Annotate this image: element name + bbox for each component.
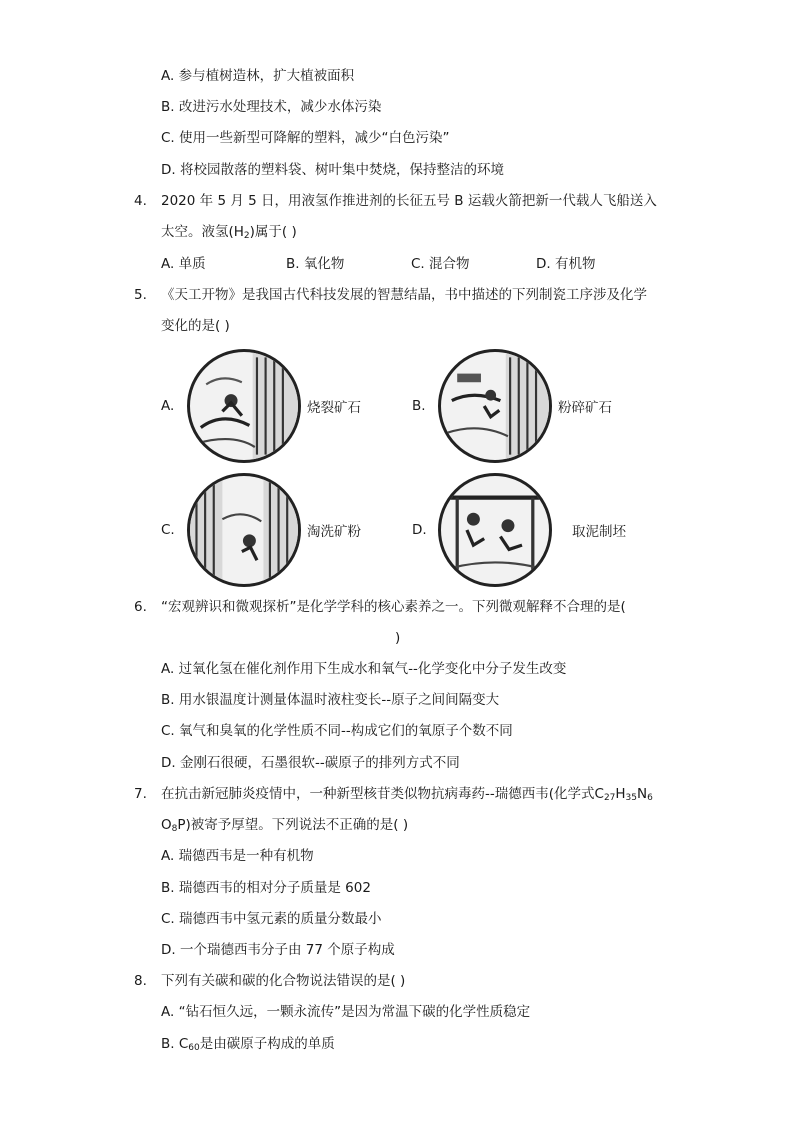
q8-stem: 下列有关碳和碳的化合物说法错误的是( ) xyxy=(161,973,406,989)
q5-option-a-label: A. xyxy=(161,398,175,414)
q4-option-c: C. 混合物 xyxy=(411,256,470,272)
q5-option-c-caption: 淘洗矿粉 xyxy=(307,524,361,540)
q4-option-a: A. 单质 xyxy=(161,256,206,272)
q4-option-d: D. 有机物 xyxy=(536,256,596,272)
q7-stem-line1: 在抗击新冠肺炎疫情中，一种新型核苷类似物抗病毒药--瑞德西韦(化学式$C_{27}H_{35}N_6$ xyxy=(161,786,653,803)
q3-option-b: B. 改进污水处理技术，减少水体污染 xyxy=(161,99,382,115)
q4-stem-line1: 2020 年 5 月 5 日，用液氢作推进剂的长征五号 B 运载火箭把新一代载人飞船送入 xyxy=(161,193,657,209)
q6-option-c: C. 氧气和臭氧的化学性质不同--构成它们的氧原子个数不同 xyxy=(161,723,513,739)
q6-stem-line1: “宏观辨识和微观探析”是化学学科的核心素养之一。下列微观解释不合理的是( xyxy=(161,599,626,615)
q8-number: 8. xyxy=(134,973,147,989)
q5-option-d-caption: 取泥制坯 xyxy=(572,524,626,540)
q5-option-b-label: B. xyxy=(412,398,426,414)
q5-option-c-label: C. xyxy=(161,522,175,538)
q5-option-b-caption: 粉碎矿石 xyxy=(558,400,612,416)
q6-stem-line2: ) xyxy=(395,630,401,646)
q8-option-a: A. “钻石恒久远，一颗永流传”是因为常温下碳的化学性质稳定 xyxy=(161,1004,531,1020)
q6-option-b: B. 用水银温度计测量体温时液柱变长--原子之间间隔变大 xyxy=(161,692,500,708)
q7-option-d: D. 一个瑞德西韦分子由 77 个原子构成 xyxy=(161,942,395,958)
q7-option-b: B. 瑞德西韦的相对分子质量是 602 xyxy=(161,880,371,896)
woodcut-illustration-d xyxy=(438,473,552,587)
q5-option-a-caption: 烧裂矿石 xyxy=(307,400,361,416)
q4-option-b: B. 氧化物 xyxy=(286,256,345,272)
q5-number: 5. xyxy=(134,287,147,303)
q6-number: 6. xyxy=(134,599,147,615)
woodcut-illustration-c xyxy=(187,473,301,587)
q5-option-b xyxy=(412,349,612,463)
q7-stem-line2: $O_8P$)被寄予厚望。下列说法不正确的是( ) xyxy=(161,817,409,834)
woodcut-illustration-b xyxy=(438,349,552,463)
q5-stem-line2: 变化的是( ) xyxy=(161,318,230,334)
q7-option-c: C. 瑞德西韦中氢元素的质量分数最小 xyxy=(161,911,382,927)
q4-number: 4. xyxy=(134,193,147,209)
q3-option-c: C. 使用一些新型可降解的塑料，减少“白色污染” xyxy=(161,130,450,146)
q6-option-d: D. 金刚石很硬，石墨很软--碳原子的排列方式不同 xyxy=(161,755,460,771)
q4-stem-line2: 太空。液氢$(H_2)$属于( ) xyxy=(161,224,297,241)
q4-options xyxy=(161,254,681,274)
q5-option-a xyxy=(161,349,361,463)
q5-option-d xyxy=(412,473,626,587)
q3-option-d: D. 将校园散落的塑料袋、树叶集中焚烧，保持整洁的环境 xyxy=(161,162,504,178)
q5-stem-line1: 《天工开物》是我国古代科技发展的智慧结晶，书中描述的下列制瓷工序涉及化学 xyxy=(161,287,647,303)
woodcut-illustration-a xyxy=(187,349,301,463)
q7-number: 7. xyxy=(134,786,147,802)
q7-option-a: A. 瑞德西韦是一种有机物 xyxy=(161,848,314,864)
q5-option-d-label: D. xyxy=(412,522,427,538)
q3-option-a: A. 参与植树造林，扩大植被面积 xyxy=(161,68,355,84)
q6-option-a: A. 过氧化氢在催化剂作用下生成水和氧气--化学变化中分子发生改变 xyxy=(161,661,567,677)
q5-option-c xyxy=(161,473,361,587)
q8-option-b: B. $C_{60}$是由碳原子构成的单质 xyxy=(161,1036,335,1053)
